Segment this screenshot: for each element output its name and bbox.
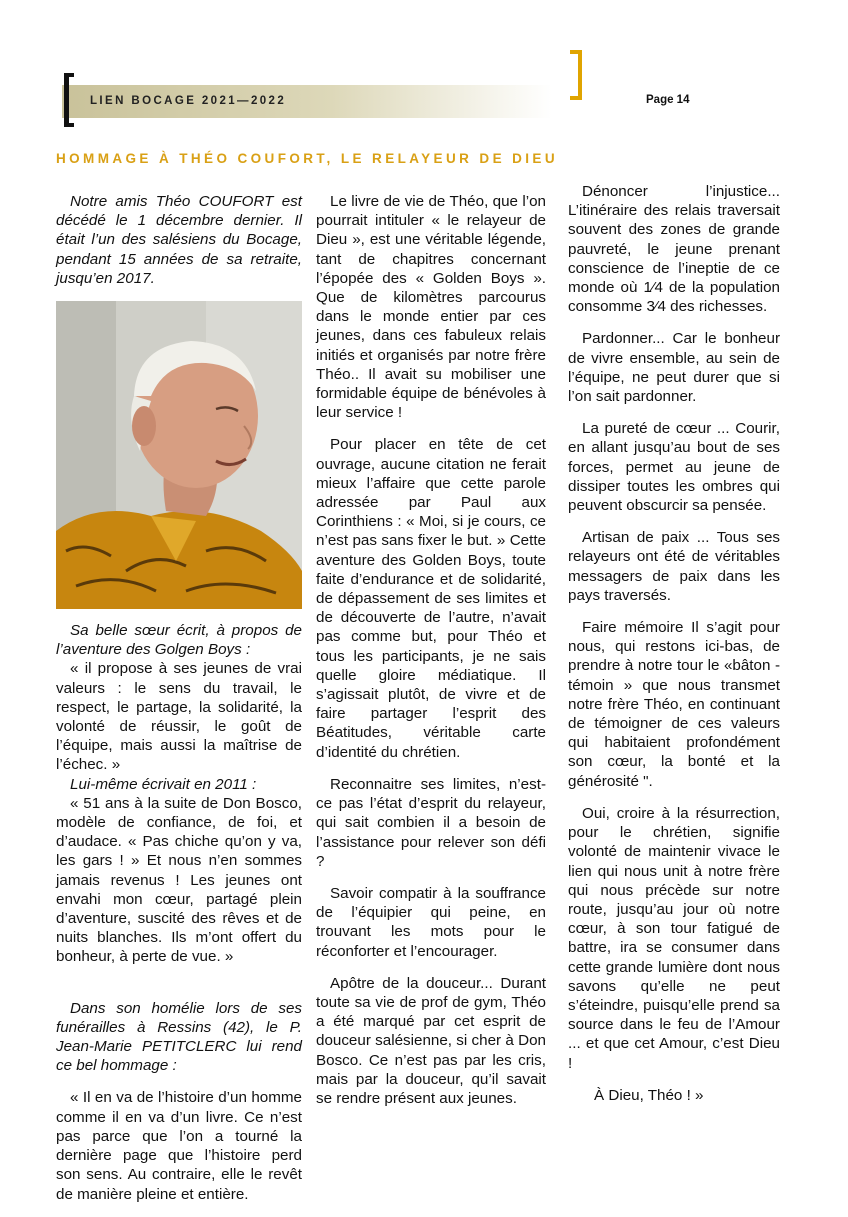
homily-paragraph-8: Pardonner... Car le bonheur de vivre ensemble, au sein de l’équipe, ne peut durer que si l’on sait pardonner. <box>568 330 780 406</box>
page-number: Page 14 <box>646 94 690 106</box>
homily-paragraph-6: Apôtre de la douceur... Durant toute sa vie de prof de gym, Théo a été marqué par cet esprit de douceur salésienne, si cher à Don Bosco. Ce n’est pas par les cris, mais par la douceur, qu’il savait se rendre présent aux jeunes. <box>316 974 546 1107</box>
article-title: HOMMAGE À THÉO COUFORT, LE RELAYEUR DE DIEU <box>56 151 558 166</box>
homily-paragraph-1: « Il en va de l’histoire d’un homme comme il en va d’un livre. Ce n’est pas parce que l’on a tourné la dernière page que l’histoire perd son sens. Au contraire, elle le revêt de manière pleine et entière. <box>56 1089 302 1203</box>
quote-1: « il propose à ses jeunes de vrai valeurs : le sens du travail, le respect, le partage, la solidarité, la volonté de réussir, le goût de l’équipe, mais aussi la maîtrise de l’échec. » <box>56 660 302 774</box>
homily-paragraph-4: Reconnaitre ses limites, n’est-ce pas l’état d’esprit du relayeur, qui sait combien il a besoin de l’assistance pour relever son défi ? <box>316 775 546 870</box>
homily-paragraph-9: La pureté de cœur ... Courir, en allant jusqu’au bout de ses forces, permet au jeune de dissiper toutes les ombres qui peuvent obscurcir sa pensée. <box>568 420 780 515</box>
closing-line: À Dieu, Théo ! » <box>594 1086 704 1104</box>
homily-paragraph-3: Pour placer en tête de cet ouvrage, aucune citation ne ferait mieux l’affaire que cette parole adressée par Paul aux Corinthiens : « Moi, si je cours, ce n’est pas sans fixer le but. » Cette aventure des Golden Boys, toute faite d’endurance et de solidarité, de dépassement de ses limites et de découverte de l’autre, n’avait pas comme but, pour Théo et tous les participants, je ne sais quelle gloire médiatique. Il s’agissait plutôt, de vivre et de faire partager l’esprit des Béatitudes, véritable carte d’identité du chrétien. <box>316 436 546 761</box>
newsletter-title: LIEN BOCAGE 2021—2022 <box>90 95 287 107</box>
portrait-illustration <box>56 301 302 609</box>
left-bracket-decoration <box>64 73 74 127</box>
quote-2-intro: Lui-même écrivait en 2011 : <box>70 775 257 793</box>
quote-1-intro: Sa belle sœur écrit, à propos de l’aventure des Golgen Boys : <box>56 622 302 659</box>
homily-paragraph-7: Dénoncer l’injustice... L’itinéraire des relais traversait souvent des zones de grande pauvreté, le jeune prenant conscience de l’ineptie de ce monde où 1⁄4 de la population consomme 3⁄4 des richesses. <box>568 183 780 316</box>
homily-paragraph-10: Artisan de paix ... Tous ses relayeurs ont été de véritables messagers de paix dans les pays traversés. <box>568 529 780 604</box>
homily-paragraph-12: Oui, croire à la résurrection, pour le chrétien, signifie volonté de maintenir vivace le lien qui nous unit à notre frère qui nous précède sur notre route, jusqu’au jour où notre cœur, à son tour fatigué de battre, ira se consumer dans cette grande lumière dont nous savons qu’elle ne peut s’éteindre, puisqu’elle prend sa source dans le feu de l’Amour ... et que cet Amour, c’est Dieu ! <box>568 804 780 1072</box>
homily-paragraph-2: Le livre de vie de Théo, que l’on pourrait intituler « le relayeur de Dieu », est une véritable légende, tant de chapitres concernant l’épopée des « Golden Boys ». Que de kilomètres parcourus dans le monde entier par ces jeunes, dans ces fabuleux relais initiés et organisés par notre frère Théo.. Il avait su mobiliser une formidable équipe de bénévoles à leur service ! <box>316 193 546 422</box>
portrait-photo <box>56 301 302 609</box>
column-3 <box>568 182 780 1118</box>
column-1 <box>56 192 302 1217</box>
column-2 <box>316 192 546 1121</box>
homily-paragraph-11: Faire mémoire Il s’agit pour nous, qui restons ici-bas, de prendre à notre tour le «bâton - témoin » que nous transmet notre frère Théo, en continuant de témoigner de ces valeurs qui habitaient profondément son cœur, la bonté et la générosité ". <box>568 619 780 790</box>
homily-intro: Dans son homélie lors de ses funérailles à Ressins (42), le P. Jean-Marie PETITCLERC lui rend ce bel hommage : <box>56 999 302 1075</box>
homily-paragraph-5: Savoir compatir à la souffrance de l’équipier qui peine, en trouvant les mots pour le réconforter et l’encourager. <box>316 884 546 960</box>
quote-2: « 51 ans à la suite de Don Bosco, modèle de confiance, de foi, et d’audace. « Pas chiche qu’on y va, les gars ! » Et nous n’en sommes jamais revenus ! Les jeunes ont envahi mon cœur, partagé plein d’aventure, suscité des rêves et de nuits blanches. Ils m’ont offert du bonheur, à perte de vue. » <box>56 794 302 966</box>
right-bracket-decoration <box>570 50 582 100</box>
intro-paragraph: Notre amis Théo COUFORT est décédé le 1 décembre dernier. Il était l’un des salésiens du Bocage, pendant 15 années de sa retraite, jusqu’en 2017. <box>56 193 302 287</box>
